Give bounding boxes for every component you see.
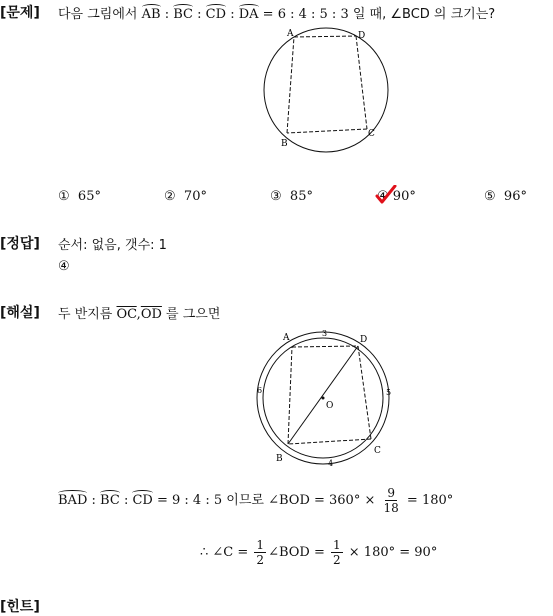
question-label-c: C	[368, 129, 375, 139]
check-mark-icon	[375, 185, 397, 205]
solution-figure	[254, 326, 394, 468]
eq2-numerator-1: 1	[256, 538, 265, 552]
arc-number-6: 6	[257, 386, 263, 395]
eq2-start: ∴ ∠C =	[200, 545, 249, 560]
choice-2-number: ②	[164, 189, 176, 204]
solution-label-c: C	[374, 446, 381, 456]
hint-tag: [힌트]	[0, 599, 40, 615]
choice-3-number: ③	[270, 189, 282, 204]
eq1-fraction	[382, 486, 401, 515]
solution-label-o: O	[326, 401, 334, 411]
choice-1-value: 65°	[77, 189, 101, 204]
arc-cd: CD	[205, 7, 227, 22]
choice-5-value: 96°	[503, 189, 527, 204]
segment-oc: $\overline{OC}$	[116, 307, 137, 322]
question-label-a: A	[287, 29, 294, 39]
choice-4[interactable]	[377, 189, 416, 204]
answer-line-1: 순서: 없음, 갯수: 1	[58, 238, 167, 253]
choice-4-marker	[377, 189, 389, 204]
arc-bc: BC	[173, 7, 193, 22]
choice-1[interactable]	[58, 189, 101, 204]
solution-label-d: D	[360, 335, 368, 345]
ratio-sep-1: :	[164, 7, 170, 22]
choice-3-value: 85°	[289, 189, 313, 204]
choice-3[interactable]	[270, 189, 313, 204]
choice-5[interactable]	[484, 189, 527, 204]
solution-label-b: B	[276, 454, 283, 464]
segment-comma: ,	[136, 307, 141, 322]
question-text-before: 다음 그림에서	[58, 7, 138, 22]
solution-label-a: A	[283, 333, 290, 343]
choice-5-number: ⑤	[484, 189, 496, 204]
center-point	[322, 397, 325, 400]
question-label-b: B	[281, 139, 288, 149]
arc-da: DA	[238, 7, 259, 22]
ratio-values: = 6 : 4 : 5 : 3	[262, 7, 349, 22]
arc-number-4: 4	[328, 459, 334, 468]
eq2-mid: ∠BOD =	[268, 545, 325, 560]
segment-od: $\overline{OD}$	[140, 307, 162, 322]
question-figure	[258, 26, 394, 154]
choice-2-value: 70°	[183, 189, 207, 204]
solution-equation-2	[200, 538, 437, 567]
ratio-sep-3: :	[230, 7, 235, 22]
choice-4-value: 90°	[392, 189, 416, 204]
solution-intro-after: 를 그으면	[166, 307, 221, 322]
arc-ab: AB	[141, 7, 161, 22]
choice-1-number: ①	[58, 189, 70, 204]
diameter-bd	[288, 346, 358, 444]
eq2-denominator-2: 2	[333, 553, 341, 567]
answer-tag: [정답]	[0, 236, 40, 252]
question-text	[58, 3, 495, 22]
solution-intro	[58, 303, 220, 322]
arc-number-5: 5	[386, 388, 392, 397]
eq2-denominator-1: 2	[256, 553, 265, 567]
question-label-d: D	[358, 31, 366, 41]
eq1-numerator: 9	[387, 486, 395, 500]
arc-cd-solution: CD	[132, 493, 153, 508]
eq1-sep-1: :	[91, 493, 96, 508]
eq1-ratio: = 9 : 4 : 5	[156, 493, 223, 508]
eq1-angle: ∠BOD = 360° ×	[268, 493, 376, 508]
eq2-fraction-1	[254, 538, 266, 567]
answer-line-2: ④	[58, 259, 70, 274]
arc-number-3: 3	[322, 329, 328, 338]
eq2-end: × 180° = 90°	[348, 545, 438, 560]
eq2-fraction-2	[331, 538, 343, 567]
arc-bad: BAD	[58, 493, 88, 508]
eq1-korean: 이므로	[226, 493, 264, 508]
solution-equation-1	[58, 486, 453, 515]
eq1-result: = 180°	[406, 493, 454, 508]
solution-quadrilateral	[288, 346, 371, 444]
eq2-numerator-2: 1	[333, 538, 341, 552]
question-text-after: 일 때, ∠BCD 의 크기는?	[352, 7, 496, 22]
solution-intro-before: 두 반지름	[58, 307, 113, 322]
choice-2[interactable]	[164, 189, 207, 204]
arc-bc-solution: BC	[100, 493, 120, 508]
eq1-sep-2: :	[123, 493, 129, 508]
question-tag: [문제]	[0, 5, 40, 21]
question-quadrilateral	[287, 36, 367, 133]
solution-tag: [해설]	[0, 305, 40, 321]
ratio-sep-2: :	[197, 7, 202, 22]
choice-4-number: ④	[377, 189, 389, 204]
eq1-denominator: 18	[383, 501, 399, 515]
